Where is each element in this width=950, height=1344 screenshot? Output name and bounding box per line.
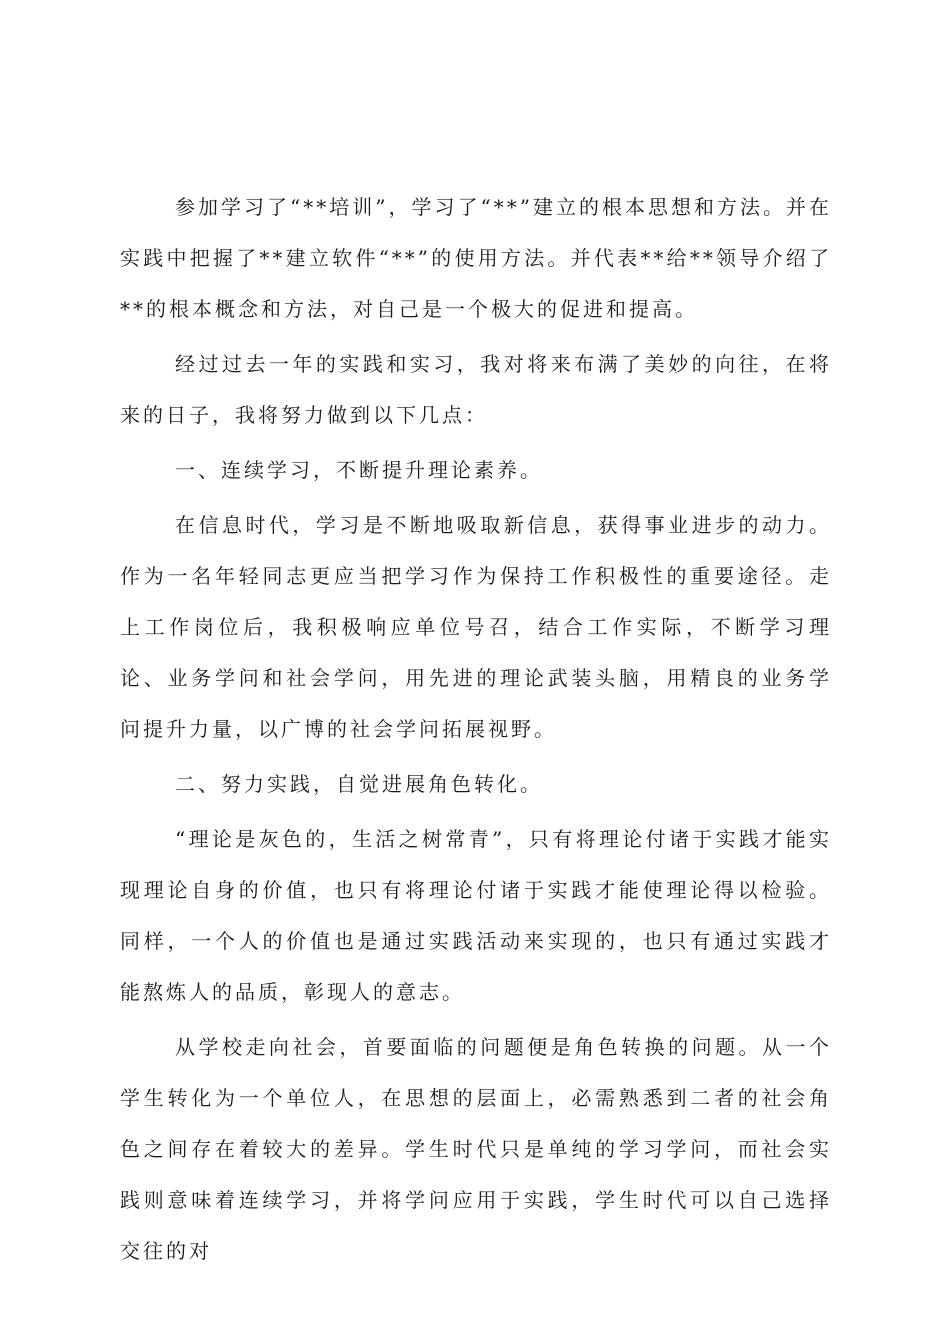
paragraph-role-change: 从学校走向社会，首要面临的问题便是角色转换的问题。从一个学生转化为一个单位人，在思想的层面上，必需熟悉到二者的社会角色之间存在着较大的差异。学生时代只是单纯的学习学问，而社会实践则意味着连续学习，并将学问应用于实践，学生时代可以自己选择交往的对 — [120, 1035, 832, 1263]
paragraph-outlook: 经过过去一年的实践和实习，我对将来布满了美妙的向往，在将来的日子，我将努力做到以下几点： — [120, 352, 832, 427]
paragraph-practice: “理论是灰色的，生活之树常青”，只有将理论付诸于实践才能实现理论自身的价值，也只有将理论付诸于实践才能使理论得以检验。同样，一个人的价值也是通过实践活动来实现的，也只有通过实践才能熬炼人的品质，彰现人的意志。 — [120, 827, 832, 1004]
heading-point-one: 一、连续学习，不断提升理论素养。 — [175, 458, 543, 482]
heading-point-two: 二、努力实践，自觉进展角色转化。 — [175, 772, 543, 796]
document-body — [120, 182, 832, 1277]
paragraph-learning: 在信息时代，学习是不断地吸取新信息，获得事业进步的动力。作为一名年轻同志更应当把学习作为保持工作积极性的重要途径。走上工作岗位后，我积极响应单位号召，结合工作实际，不断学习理论、业务学问和社会学问，用先进的理论武装头脑，用精良的业务学问提升力量，以广博的社会学问拓展视野。 — [120, 513, 832, 741]
paragraph-training: 参加学习了“**培训”，学习了“**”建立的根本思想和方法。并在实践中把握了**建立软件“**”的使用方法。并代表**给**领导介绍了**的根本概念和方法，对自己是一个极大的促进和提高。 — [120, 195, 832, 321]
